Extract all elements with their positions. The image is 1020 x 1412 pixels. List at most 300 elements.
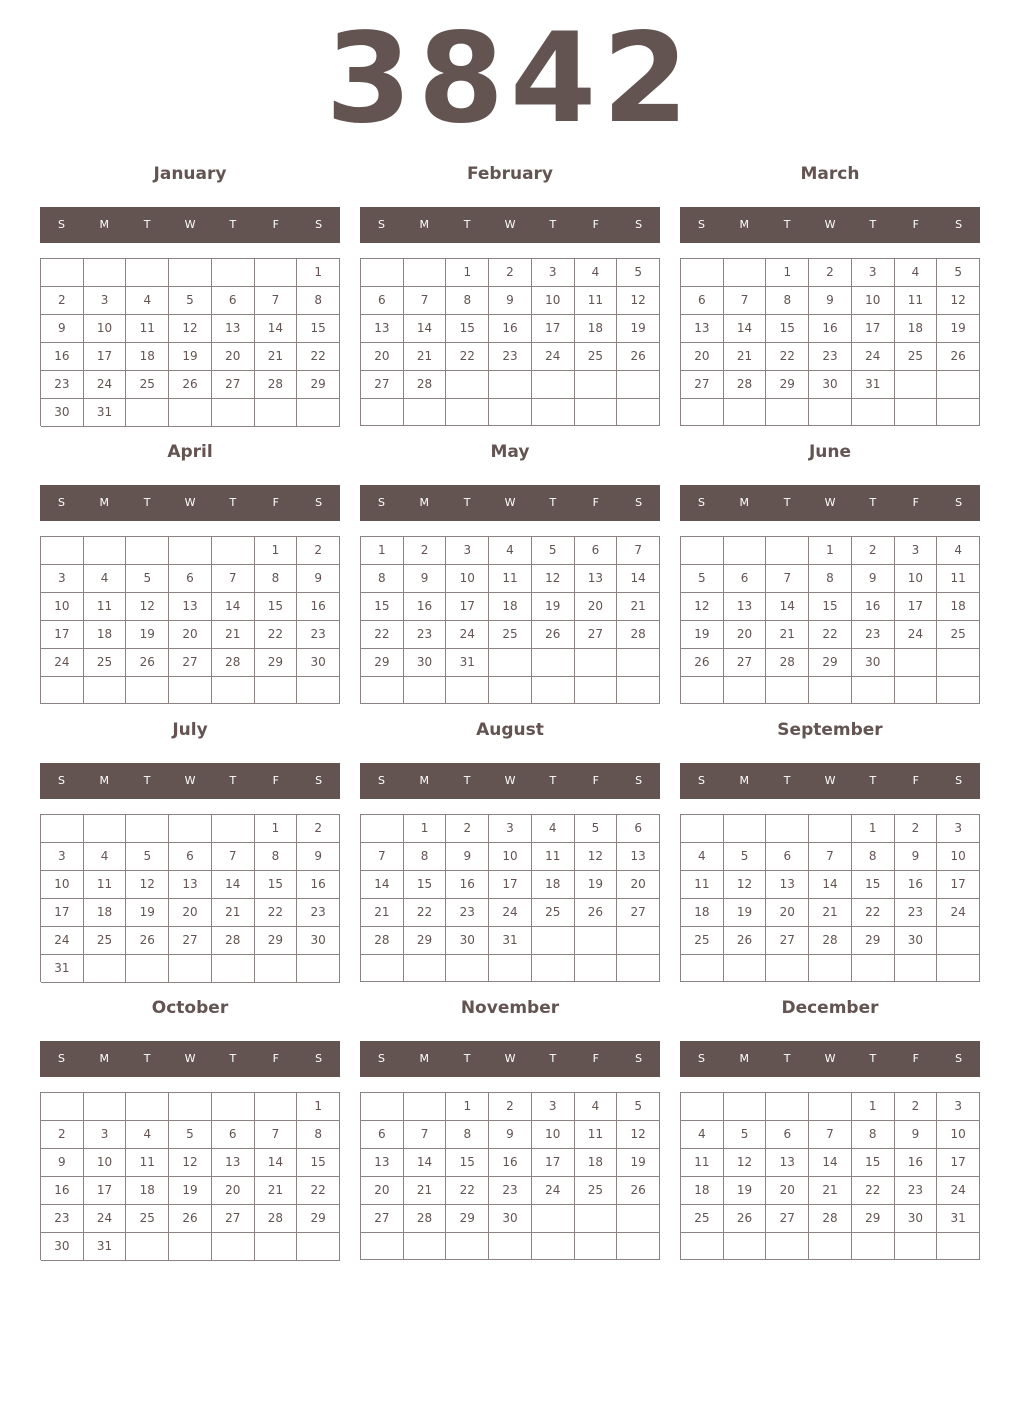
month-name: November xyxy=(460,998,560,1018)
day-grid xyxy=(40,814,340,982)
empty-cell xyxy=(297,677,340,704)
empty-cell xyxy=(724,1093,767,1121)
day-cell: 15 xyxy=(297,315,340,343)
empty-cell xyxy=(681,399,724,426)
empty-cell xyxy=(895,1233,938,1260)
day-cell: 1 xyxy=(852,1093,895,1121)
empty-cell xyxy=(169,1233,212,1261)
empty-cell xyxy=(404,1233,447,1260)
weekday-label: S xyxy=(377,218,385,231)
day-cell: 16 xyxy=(297,871,340,899)
empty-cell xyxy=(809,399,852,426)
day-cell: 8 xyxy=(297,287,340,315)
weekday-label: T xyxy=(463,496,471,509)
weekday-label: M xyxy=(419,1052,430,1065)
day-cell: 1 xyxy=(404,815,447,843)
day-cell: 16 xyxy=(895,871,938,899)
day-cell: 11 xyxy=(532,843,575,871)
day-cell: 27 xyxy=(766,927,809,955)
day-cell: 7 xyxy=(361,843,404,871)
day-cell: 20 xyxy=(575,593,618,621)
day-cell: 13 xyxy=(169,593,212,621)
weekday-label: T xyxy=(869,1052,877,1065)
empty-cell xyxy=(809,1093,852,1121)
empty-cell xyxy=(41,815,84,843)
day-cell: 18 xyxy=(532,871,575,899)
empty-cell xyxy=(126,677,169,704)
empty-cell xyxy=(489,649,532,677)
day-cell: 23 xyxy=(489,343,532,371)
day-cell: 2 xyxy=(852,537,895,565)
day-cell: 21 xyxy=(404,1177,447,1205)
day-cell: 7 xyxy=(809,843,852,871)
day-cell: 26 xyxy=(681,649,724,677)
day-cell: 12 xyxy=(617,287,660,315)
day-cell: 5 xyxy=(617,259,660,287)
day-cell: 13 xyxy=(361,315,404,343)
weekday-label: M xyxy=(99,218,110,231)
day-cell: 16 xyxy=(404,593,447,621)
empty-cell xyxy=(212,537,255,565)
day-cell: 25 xyxy=(84,649,127,677)
weekday-label: M xyxy=(739,496,750,509)
day-cell: 21 xyxy=(809,899,852,927)
day-cell: 26 xyxy=(575,899,618,927)
day-cell: 6 xyxy=(617,815,660,843)
day-cell: 7 xyxy=(724,287,767,315)
day-grid xyxy=(680,814,980,982)
empty-cell xyxy=(84,537,127,565)
weekday-label: W xyxy=(824,496,836,509)
day-cell: 26 xyxy=(937,343,980,371)
day-cell: 28 xyxy=(212,649,255,677)
day-cell: 7 xyxy=(212,843,255,871)
day-cell: 18 xyxy=(895,315,938,343)
day-cell: 28 xyxy=(724,371,767,399)
weekday-label: F xyxy=(912,774,919,787)
empty-cell xyxy=(809,677,852,704)
day-cell: 17 xyxy=(489,871,532,899)
month-name: July xyxy=(172,720,208,740)
empty-cell xyxy=(617,371,660,399)
day-cell: 2 xyxy=(41,1121,84,1149)
day-cell: 22 xyxy=(852,899,895,927)
day-cell: 1 xyxy=(852,815,895,843)
day-cell: 24 xyxy=(937,1177,980,1205)
day-cell: 27 xyxy=(212,371,255,399)
day-cell: 30 xyxy=(895,1205,938,1233)
day-grid xyxy=(360,1092,660,1260)
day-cell: 15 xyxy=(404,871,447,899)
day-cell: 14 xyxy=(766,593,809,621)
day-cell: 16 xyxy=(41,343,84,371)
day-cell: 8 xyxy=(446,287,489,315)
day-cell: 19 xyxy=(937,315,980,343)
empty-cell xyxy=(446,1233,489,1260)
empty-cell xyxy=(852,399,895,426)
day-cell: 30 xyxy=(809,371,852,399)
day-cell: 14 xyxy=(212,871,255,899)
empty-cell xyxy=(126,815,169,843)
day-cell: 9 xyxy=(41,1149,84,1177)
weekday-label: S xyxy=(697,774,705,787)
day-cell: 29 xyxy=(255,649,298,677)
weekday-label: W xyxy=(184,496,196,509)
day-cell: 29 xyxy=(404,927,447,955)
day-cell: 15 xyxy=(361,593,404,621)
weekday-label: T xyxy=(229,496,237,509)
day-cell: 24 xyxy=(41,927,84,955)
weekday-header xyxy=(40,207,340,243)
empty-cell xyxy=(681,1093,724,1121)
day-cell: 16 xyxy=(852,593,895,621)
empty-cell xyxy=(404,677,447,704)
day-cell: 8 xyxy=(446,1121,489,1149)
empty-cell xyxy=(937,399,980,426)
day-cell: 12 xyxy=(617,1121,660,1149)
weekday-label: T xyxy=(143,1052,151,1065)
weekday-label: T xyxy=(229,1052,237,1065)
day-cell: 14 xyxy=(809,871,852,899)
day-cell: 19 xyxy=(126,899,169,927)
empty-cell xyxy=(532,649,575,677)
day-cell: 18 xyxy=(937,593,980,621)
empty-cell xyxy=(126,1093,169,1121)
weekday-label: F xyxy=(912,496,919,509)
empty-cell xyxy=(255,259,298,287)
day-cell: 25 xyxy=(489,621,532,649)
day-cell: 29 xyxy=(852,1205,895,1233)
weekday-label: F xyxy=(912,218,919,231)
day-cell: 23 xyxy=(852,621,895,649)
day-cell: 26 xyxy=(724,927,767,955)
day-cell: 13 xyxy=(766,1149,809,1177)
day-cell: 25 xyxy=(681,1205,724,1233)
empty-cell xyxy=(724,815,767,843)
day-cell: 22 xyxy=(361,621,404,649)
day-cell: 8 xyxy=(255,843,298,871)
day-cell: 4 xyxy=(937,537,980,565)
day-cell: 30 xyxy=(41,1233,84,1261)
day-cell: 18 xyxy=(681,899,724,927)
weekday-label: W xyxy=(504,1052,516,1065)
day-cell: 4 xyxy=(532,815,575,843)
day-cell: 28 xyxy=(212,927,255,955)
day-cell: 21 xyxy=(212,899,255,927)
day-cell: 26 xyxy=(169,371,212,399)
day-cell: 6 xyxy=(212,287,255,315)
day-cell: 15 xyxy=(297,1149,340,1177)
day-cell: 7 xyxy=(766,565,809,593)
empty-cell xyxy=(937,649,980,677)
day-cell: 12 xyxy=(126,871,169,899)
empty-cell xyxy=(766,1093,809,1121)
day-cell: 21 xyxy=(809,1177,852,1205)
day-cell: 4 xyxy=(575,259,618,287)
weekday-label: T xyxy=(143,218,151,231)
day-cell: 26 xyxy=(617,1177,660,1205)
day-cell: 18 xyxy=(489,593,532,621)
day-cell: 26 xyxy=(169,1205,212,1233)
empty-cell xyxy=(361,955,404,982)
day-cell: 21 xyxy=(617,593,660,621)
day-cell: 11 xyxy=(84,871,127,899)
empty-cell xyxy=(446,677,489,704)
day-cell: 19 xyxy=(617,315,660,343)
empty-cell xyxy=(575,649,618,677)
day-cell: 23 xyxy=(41,1205,84,1233)
empty-cell xyxy=(489,371,532,399)
empty-cell xyxy=(532,927,575,955)
empty-cell xyxy=(724,537,767,565)
day-cell: 24 xyxy=(937,899,980,927)
weekday-label: W xyxy=(504,496,516,509)
day-cell: 19 xyxy=(169,343,212,371)
day-cell: 9 xyxy=(41,315,84,343)
empty-cell xyxy=(895,955,938,982)
day-cell: 22 xyxy=(297,1177,340,1205)
weekday-header xyxy=(360,763,660,799)
day-cell: 24 xyxy=(84,371,127,399)
weekday-label: T xyxy=(229,218,237,231)
day-cell: 16 xyxy=(809,315,852,343)
weekday-label: S xyxy=(635,774,643,787)
empty-cell xyxy=(297,1233,340,1261)
empty-cell xyxy=(361,677,404,704)
day-cell: 27 xyxy=(766,1205,809,1233)
day-cell: 7 xyxy=(617,537,660,565)
day-cell: 6 xyxy=(575,537,618,565)
day-grid xyxy=(680,258,980,426)
weekday-header xyxy=(40,485,340,521)
day-cell: 28 xyxy=(404,1205,447,1233)
day-cell: 3 xyxy=(41,565,84,593)
weekday-label: S xyxy=(315,774,323,787)
day-cell: 14 xyxy=(255,1149,298,1177)
weekday-label: S xyxy=(955,774,963,787)
day-cell: 4 xyxy=(126,287,169,315)
day-cell: 25 xyxy=(532,899,575,927)
empty-cell xyxy=(297,955,340,983)
day-cell: 20 xyxy=(766,899,809,927)
day-cell: 31 xyxy=(937,1205,980,1233)
weekday-label: T xyxy=(549,1052,557,1065)
day-cell: 22 xyxy=(809,621,852,649)
day-cell: 22 xyxy=(852,1177,895,1205)
empty-cell xyxy=(937,371,980,399)
day-cell: 18 xyxy=(575,315,618,343)
empty-cell xyxy=(937,927,980,955)
empty-cell xyxy=(617,677,660,704)
weekday-label: F xyxy=(592,774,599,787)
day-cell: 31 xyxy=(41,955,84,983)
day-cell: 29 xyxy=(297,371,340,399)
day-cell: 7 xyxy=(404,287,447,315)
weekday-label: S xyxy=(697,218,705,231)
weekday-label: W xyxy=(184,218,196,231)
day-cell: 25 xyxy=(126,1205,169,1233)
day-cell: 15 xyxy=(852,871,895,899)
empty-cell xyxy=(126,1233,169,1261)
day-cell: 10 xyxy=(532,287,575,315)
day-cell: 22 xyxy=(255,899,298,927)
day-cell: 11 xyxy=(489,565,532,593)
day-cell: 5 xyxy=(532,537,575,565)
day-cell: 22 xyxy=(404,899,447,927)
day-cell: 26 xyxy=(126,649,169,677)
day-cell: 1 xyxy=(255,537,298,565)
day-cell: 25 xyxy=(126,371,169,399)
empty-cell xyxy=(575,1205,618,1233)
day-cell: 10 xyxy=(489,843,532,871)
empty-cell xyxy=(895,371,938,399)
day-cell: 10 xyxy=(937,843,980,871)
empty-cell xyxy=(681,537,724,565)
month-name: August xyxy=(476,720,544,740)
day-cell: 23 xyxy=(489,1177,532,1205)
empty-cell xyxy=(361,259,404,287)
empty-cell xyxy=(852,955,895,982)
day-cell: 8 xyxy=(255,565,298,593)
day-cell: 10 xyxy=(532,1121,575,1149)
day-cell: 31 xyxy=(852,371,895,399)
weekday-label: M xyxy=(419,496,430,509)
day-cell: 20 xyxy=(169,621,212,649)
day-cell: 16 xyxy=(489,1149,532,1177)
day-cell: 19 xyxy=(575,871,618,899)
weekday-label: M xyxy=(99,1052,110,1065)
day-cell: 27 xyxy=(575,621,618,649)
day-cell: 1 xyxy=(297,1093,340,1121)
day-cell: 27 xyxy=(681,371,724,399)
day-cell: 10 xyxy=(446,565,489,593)
day-cell: 12 xyxy=(126,593,169,621)
day-cell: 30 xyxy=(41,399,84,427)
day-cell: 2 xyxy=(446,815,489,843)
empty-cell xyxy=(126,537,169,565)
day-cell: 13 xyxy=(766,871,809,899)
day-cell: 1 xyxy=(446,1093,489,1121)
day-cell: 25 xyxy=(937,621,980,649)
day-cell: 25 xyxy=(895,343,938,371)
day-cell: 13 xyxy=(212,1149,255,1177)
day-cell: 19 xyxy=(681,621,724,649)
day-cell: 1 xyxy=(297,259,340,287)
day-cell: 9 xyxy=(489,287,532,315)
weekday-label: S xyxy=(635,496,643,509)
weekday-label: S xyxy=(315,218,323,231)
empty-cell xyxy=(617,1205,660,1233)
day-cell: 7 xyxy=(404,1121,447,1149)
weekday-label: W xyxy=(824,218,836,231)
day-cell: 6 xyxy=(169,565,212,593)
weekday-label: T xyxy=(783,1052,791,1065)
empty-cell xyxy=(84,677,127,704)
empty-cell xyxy=(404,1093,447,1121)
day-cell: 4 xyxy=(681,843,724,871)
day-cell: 24 xyxy=(489,899,532,927)
empty-cell xyxy=(575,927,618,955)
empty-cell xyxy=(212,399,255,427)
day-cell: 20 xyxy=(361,343,404,371)
day-cell: 26 xyxy=(617,343,660,371)
weekday-label: S xyxy=(377,774,385,787)
empty-cell xyxy=(84,259,127,287)
empty-cell xyxy=(532,677,575,704)
day-cell: 17 xyxy=(84,343,127,371)
day-cell: 5 xyxy=(126,565,169,593)
empty-cell xyxy=(404,259,447,287)
day-cell: 18 xyxy=(84,899,127,927)
weekday-header xyxy=(680,1041,980,1077)
day-cell: 22 xyxy=(255,621,298,649)
day-cell: 3 xyxy=(41,843,84,871)
day-cell: 9 xyxy=(297,565,340,593)
empty-cell xyxy=(446,955,489,982)
empty-cell xyxy=(532,1233,575,1260)
weekday-label: F xyxy=(592,218,599,231)
empty-cell xyxy=(41,677,84,704)
day-cell: 3 xyxy=(489,815,532,843)
day-cell: 28 xyxy=(361,927,404,955)
weekday-label: M xyxy=(739,1052,750,1065)
empty-cell xyxy=(681,259,724,287)
day-cell: 23 xyxy=(297,899,340,927)
empty-cell xyxy=(895,399,938,426)
day-cell: 3 xyxy=(895,537,938,565)
empty-cell xyxy=(169,399,212,427)
day-cell: 4 xyxy=(84,565,127,593)
day-cell: 3 xyxy=(532,1093,575,1121)
day-cell: 28 xyxy=(404,371,447,399)
day-cell: 25 xyxy=(575,343,618,371)
day-cell: 15 xyxy=(446,1149,489,1177)
day-cell: 15 xyxy=(809,593,852,621)
weekday-label: W xyxy=(184,774,196,787)
day-cell: 17 xyxy=(532,315,575,343)
day-grid xyxy=(40,536,340,704)
month-name: April xyxy=(167,442,213,462)
month-name: September xyxy=(777,720,883,740)
day-cell: 28 xyxy=(766,649,809,677)
day-cell: 17 xyxy=(41,899,84,927)
day-cell: 2 xyxy=(297,537,340,565)
day-cell: 1 xyxy=(255,815,298,843)
day-cell: 7 xyxy=(809,1121,852,1149)
year-title: 3842 xyxy=(325,7,695,151)
empty-cell xyxy=(489,1233,532,1260)
day-cell: 23 xyxy=(446,899,489,927)
weekday-header xyxy=(360,485,660,521)
day-cell: 12 xyxy=(169,315,212,343)
empty-cell xyxy=(724,1233,767,1260)
day-cell: 11 xyxy=(895,287,938,315)
day-cell: 9 xyxy=(489,1121,532,1149)
weekday-label: S xyxy=(57,496,65,509)
day-cell: 11 xyxy=(937,565,980,593)
day-grid xyxy=(360,258,660,426)
day-cell: 8 xyxy=(297,1121,340,1149)
day-cell: 6 xyxy=(766,843,809,871)
day-cell: 4 xyxy=(895,259,938,287)
day-cell: 12 xyxy=(724,1149,767,1177)
day-cell: 10 xyxy=(41,871,84,899)
weekday-label: M xyxy=(419,774,430,787)
day-cell: 14 xyxy=(361,871,404,899)
empty-cell xyxy=(126,955,169,983)
day-cell: 16 xyxy=(41,1177,84,1205)
empty-cell xyxy=(724,955,767,982)
